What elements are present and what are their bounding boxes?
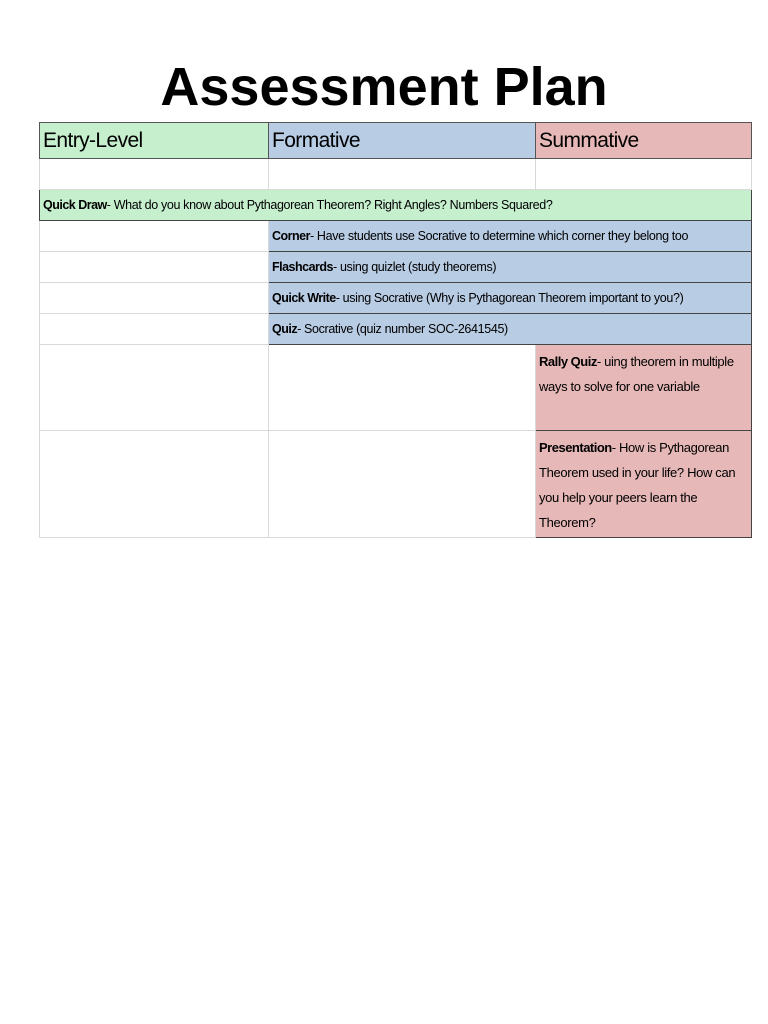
- empty-cell: [40, 221, 269, 252]
- table-row: [40, 345, 752, 431]
- empty-cell: [40, 283, 269, 314]
- empty-cell: [40, 159, 269, 190]
- empty-cell: [40, 252, 269, 283]
- table-row: [40, 221, 752, 252]
- header-formative: Formative: [269, 123, 536, 159]
- rally-quiz-label: Rally Quiz: [539, 354, 597, 369]
- header-row: [40, 123, 752, 159]
- table-row: [40, 314, 752, 345]
- flashcards-label: Flashcards: [272, 259, 334, 274]
- flashcards-text: - using quizlet (study theorems): [333, 259, 497, 274]
- quiz-cell: [269, 314, 752, 345]
- page-title: Assessment Plan: [160, 57, 608, 117]
- quick-write-cell: [269, 283, 752, 314]
- empty-cell: [269, 431, 536, 538]
- quiz-label: Quiz: [272, 321, 298, 336]
- table-row: [40, 283, 752, 314]
- empty-cell: [40, 431, 269, 538]
- assessment-table: [39, 122, 752, 538]
- empty-cell: [40, 314, 269, 345]
- rally-quiz-cell: [536, 345, 752, 431]
- presentation-label: Presentation: [539, 440, 612, 455]
- table-row: [40, 431, 752, 538]
- quick-draw-text: - What do you know about Pythagorean Theorem? Right Angles? Numbers Squared?: [106, 197, 553, 212]
- corner-cell: [269, 221, 752, 252]
- empty-cell: [536, 159, 752, 190]
- table-row: [40, 190, 752, 221]
- quick-write-text: - using Socrative (Why is Pythagorean Theorem important to you?): [335, 290, 684, 305]
- corner-text: - Have students use Socrative to determine which corner they belong too: [309, 228, 689, 243]
- quick-draw-cell: [40, 190, 752, 221]
- quiz-text: - Socrative (quiz number SOC-2641545): [297, 321, 508, 336]
- quick-write-label: Quick Write: [272, 290, 336, 305]
- empty-cell: [269, 159, 536, 190]
- empty-cell: [40, 345, 269, 431]
- rally-quiz-text: - uing theorem in multiple ways to solve for one variable: [539, 354, 734, 394]
- empty-cell: [269, 345, 536, 431]
- presentation-cell: [536, 431, 752, 538]
- presentation-text: - How is Pythagorean Theorem used in your life? How can you help your peers learn the Theorem?: [539, 440, 736, 530]
- header-summative: Summative: [536, 123, 752, 159]
- quick-draw-label: Quick Draw: [43, 197, 107, 212]
- header-entry-level: Entry-Level: [40, 123, 269, 159]
- corner-label: Corner: [272, 228, 310, 243]
- table-row: [40, 252, 752, 283]
- table-row: [40, 159, 752, 190]
- flashcards-cell: [269, 252, 752, 283]
